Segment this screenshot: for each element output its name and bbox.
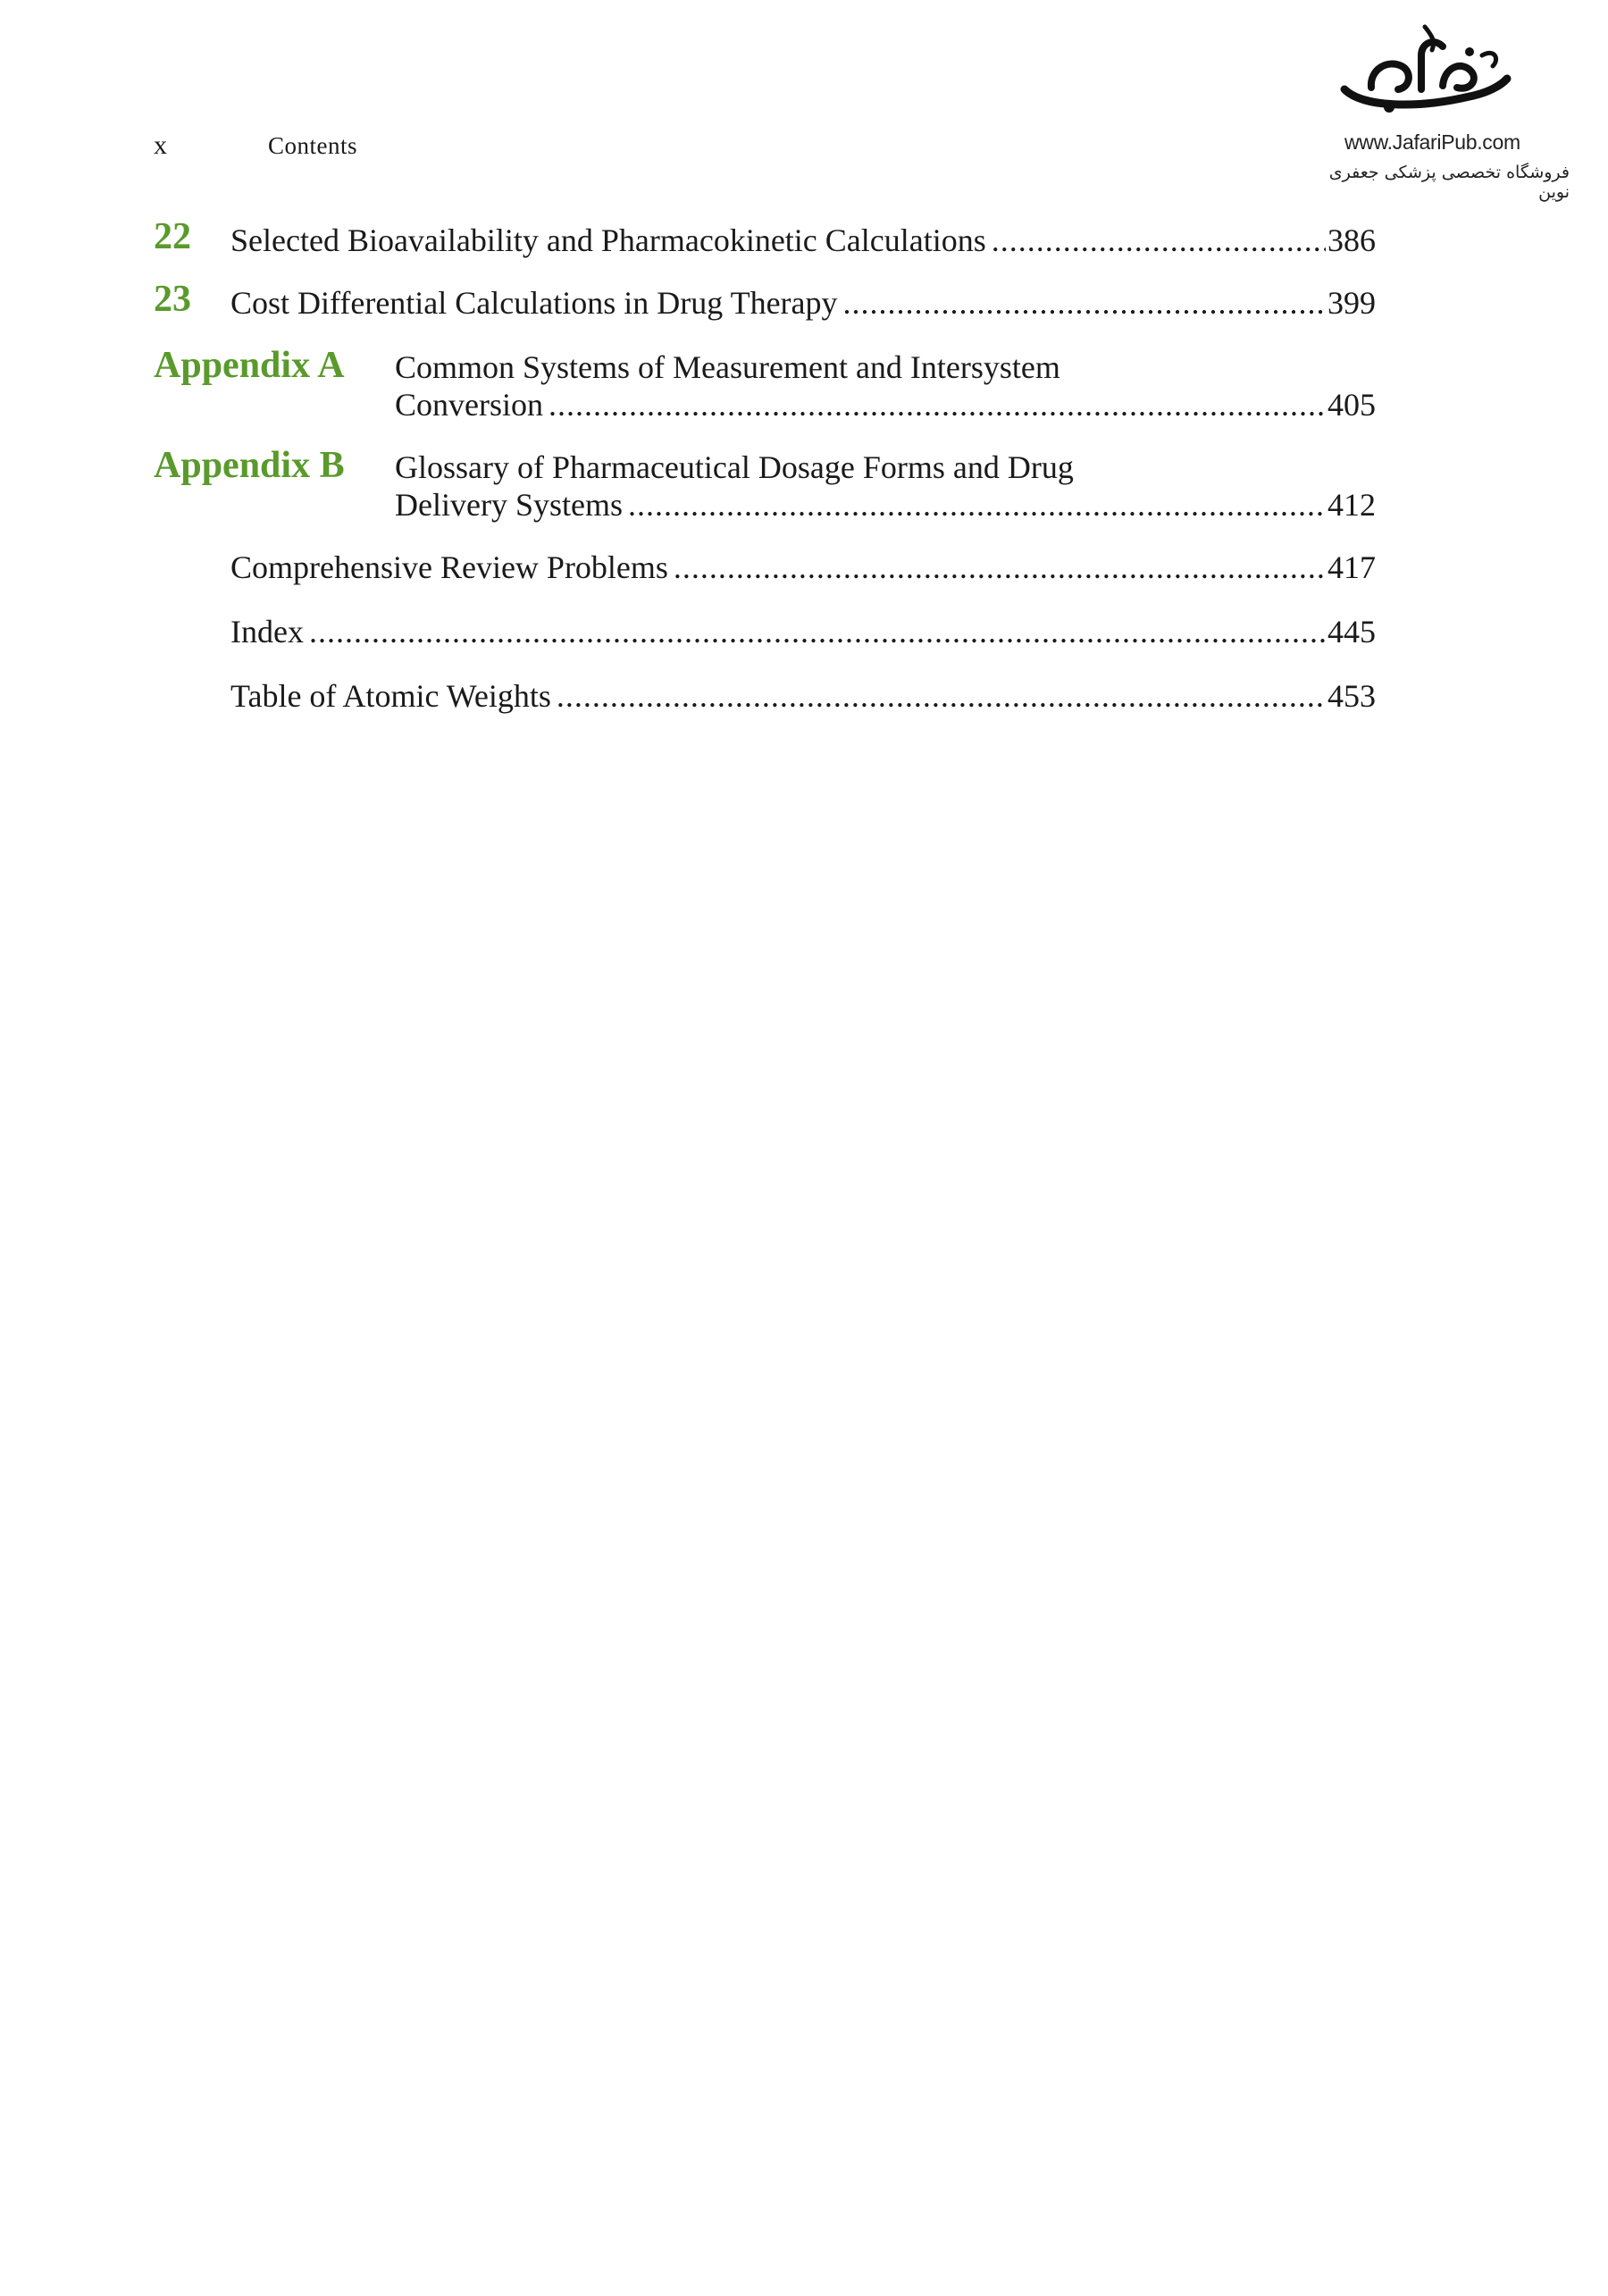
- dot-leader: [992, 222, 1326, 259]
- chapter-title: Cost Differential Calculations in Drug Therapy: [230, 285, 838, 321]
- page-number: 412: [1327, 487, 1376, 523]
- toc-entry-appendix-b[interactable]: [154, 445, 1376, 549]
- chapter-title: Selected Bioavailability and Pharmacokinetic Calculations: [230, 222, 986, 258]
- page-number: 399: [1327, 285, 1376, 321]
- dot-leader: [674, 549, 1326, 586]
- appendix-title-line-2: Conversion: [395, 387, 543, 423]
- toc-entry-index[interactable]: [154, 613, 1376, 677]
- appendix-title-line-1: Common Systems of Measurement and Intersystem: [395, 349, 1060, 385]
- appendix-label: Appendix B: [154, 445, 345, 486]
- page-number: 417: [1327, 549, 1376, 585]
- appendix-title-line-1: Glossary of Pharmaceutical Dosage Forms and Drug: [395, 449, 1074, 485]
- publisher-url: www.JafariPub.com: [1344, 130, 1520, 154]
- appendix-title-line-2: Delivery Systems: [395, 487, 623, 523]
- page-number: 445: [1327, 614, 1376, 649]
- entry-title: Table of Atomic Weights: [230, 678, 551, 714]
- chapter-number: 22: [154, 216, 191, 257]
- entry-title: Comprehensive Review Problems: [230, 549, 668, 585]
- dot-leader: [843, 284, 1326, 322]
- entry-title: Index: [230, 614, 304, 649]
- page-number: 386: [1327, 222, 1376, 258]
- toc-entry-review-problems[interactable]: [154, 549, 1376, 613]
- table-of-contents: [154, 216, 1376, 742]
- calligraphy-logo-icon: [1336, 20, 1514, 127]
- publisher-logo: [1300, 20, 1577, 202]
- dot-leader: [557, 677, 1326, 715]
- appendix-label: Appendix A: [154, 345, 345, 386]
- chapter-number: 23: [154, 279, 191, 320]
- dot-leader: [309, 613, 1326, 650]
- page-number: 405: [1327, 387, 1376, 423]
- toc-entry-atomic-weights[interactable]: [154, 677, 1376, 742]
- page-number: 453: [1327, 678, 1376, 714]
- publisher-tagline: فروشگاه تخصصی پزشکی جعفری نوین: [1328, 163, 1570, 202]
- running-head-title: Contents: [268, 132, 358, 159]
- toc-entry-appendix-a[interactable]: [154, 345, 1376, 448]
- toc-entry-chapter-22[interactable]: [154, 216, 1376, 284]
- dot-leader: [549, 386, 1326, 423]
- toc-entry-chapter-23[interactable]: [154, 279, 1376, 348]
- dot-leader: [628, 486, 1326, 524]
- page-folio: x: [154, 130, 167, 160]
